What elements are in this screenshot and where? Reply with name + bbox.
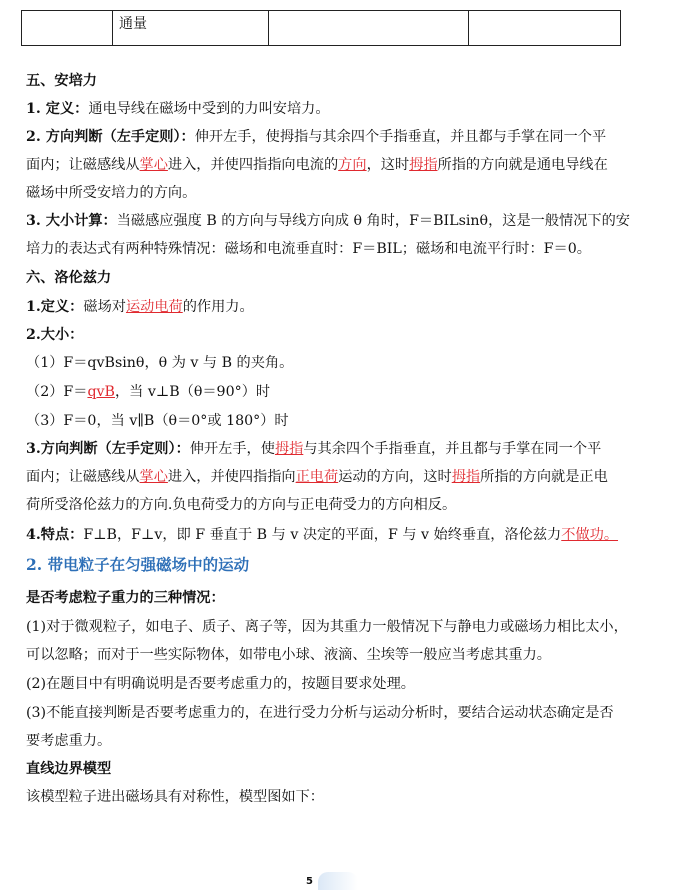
text: 的作用力。 [182,299,254,315]
ampere-direction-line2 [26,155,608,175]
gravity-case3-line1: (3)不能直接判断是否要考虑重力的，在进行受力分析与运动分析时，要结合运动状态确定是否 [26,705,614,721]
heading-charged-particle-motion: 2. 带电粒子在匀强磁场中的运动 [26,555,250,574]
gravity-case3-line2: 要考虑重力。 [26,733,112,749]
lorentz-features [26,525,618,545]
table-cell [469,11,621,46]
ampere-direction-line1 [26,127,606,147]
table-cell [269,11,469,46]
text: 面内；让磁感线从 [26,157,140,173]
section-title-ampere-force: 五、安培力 [26,73,97,89]
keyword-moving-charge: 运动电荷 [125,299,183,315]
lorentz-size-label: 2.大小： [26,327,84,343]
keyword-positive-charge: 正电荷 [295,469,339,485]
table-cell [22,11,113,46]
text: 所指的方向就是通电导线在 [437,157,608,173]
section-title-lorentz-force: 六、洛伦兹力 [26,270,112,286]
table-row [22,11,621,46]
text: 伸开左手，使拇指与其余四个手指垂直，并且都与手掌在同一个平 [194,129,607,145]
text: 当磁感应强度 B 的方向与导线方向成 θ 角时，F＝BILsinθ，这是一般情况下的安 [116,213,630,229]
page-number: 5 [306,876,313,887]
gravity-cases-title: 是否考虑粒子重力的三种情况： [26,590,225,606]
keyword-direction: 方向 [338,157,367,173]
text: 与其余四个手指垂直，并且都与手掌在同一个平 [303,441,602,457]
straight-boundary-model-title: 直线边界模型 [26,761,112,777]
label: 1.定义： [26,299,84,315]
text: 进入，并使四指指向电流的 [167,157,339,173]
text: 运动的方向，这时 [338,469,452,485]
text: ，当 v⊥B（θ＝90°）时 [114,384,271,400]
gravity-case2: (2)在题目中有明确说明是否要考虑重力的，按题目要求处理。 [26,676,415,692]
keyword-palm: 掌心 [139,157,168,173]
lorentz-definition [26,297,254,317]
label: 2. 方向判断（左手定则）： [26,129,195,145]
text: 所指的方向就是正电 [480,469,608,485]
lorentz-direction-line1 [26,439,601,459]
ampere-size-line1 [26,211,630,231]
text: 面内；让磁感线从 [26,469,140,485]
keyword-qvb: qvB [87,384,115,400]
ampere-direction-line3: 磁场中所受安培力的方向。 [26,185,197,201]
keyword-thumb: 拇指 [409,157,438,173]
ampere-definition [26,99,330,119]
label: 4.特点： [26,527,84,543]
text: ，这时 [366,157,410,173]
text: （2）F＝ [26,384,88,400]
table-cell: 通量 [113,11,269,46]
lorentz-size-item3: （3）F＝0，当 v∥B（θ＝0°或 180°）时 [26,413,289,429]
straight-boundary-model-text: 该模型粒子进出磁场具有对称性，模型图如下： [26,789,324,805]
text: 伸开左手，使 [189,441,275,457]
text: 通电导线在磁场中受到的力叫安培力。 [88,101,330,117]
text: 进入，并使四指指向 [167,469,296,485]
text: F⊥B，F⊥v，即 F 垂直于 B 与 v 决定的平面，F 与 v 始终垂直，洛伦兹力 [83,527,562,543]
lorentz-direction-line2 [26,467,608,487]
ampere-size-line2: 培力的表达式有两种特殊情况：磁场和电流垂直时：F＝BIL；磁场和电流平行时：F＝0。 [26,241,591,257]
keyword-thumb: 拇指 [274,441,304,457]
lorentz-direction-line3: 荷所受洛伦兹力的方向.负电荷受力的方向与正电荷受力的方向相反。 [26,497,457,513]
label: 1. 定义： [26,101,89,117]
label: 3.方向判断（左手定则）： [26,441,190,457]
keyword-palm: 掌心 [139,469,168,485]
keyword-no-work: 不做功。 [561,527,619,543]
page-footer-decoration [318,872,358,890]
keyword-thumb: 拇指 [451,469,481,485]
gravity-case1-line2: 可以忽略；而对于一些实际物体，如带电小球、液滴、尘埃等一般应当考虑其重力。 [26,647,551,663]
lorentz-size-item1: （1）F＝qvBsinθ，θ 为 v 与 B 的夹角。 [26,355,294,371]
continued-table [21,10,621,46]
text: 磁场对 [83,299,126,315]
lorentz-size-item2 [26,382,270,402]
label: 3. 大小计算： [26,213,117,229]
gravity-case1-line1: (1)对于微观粒子，如电子、质子、离子等，因为其重力一般情况下与静电力或磁场力相比太小， [26,619,628,635]
